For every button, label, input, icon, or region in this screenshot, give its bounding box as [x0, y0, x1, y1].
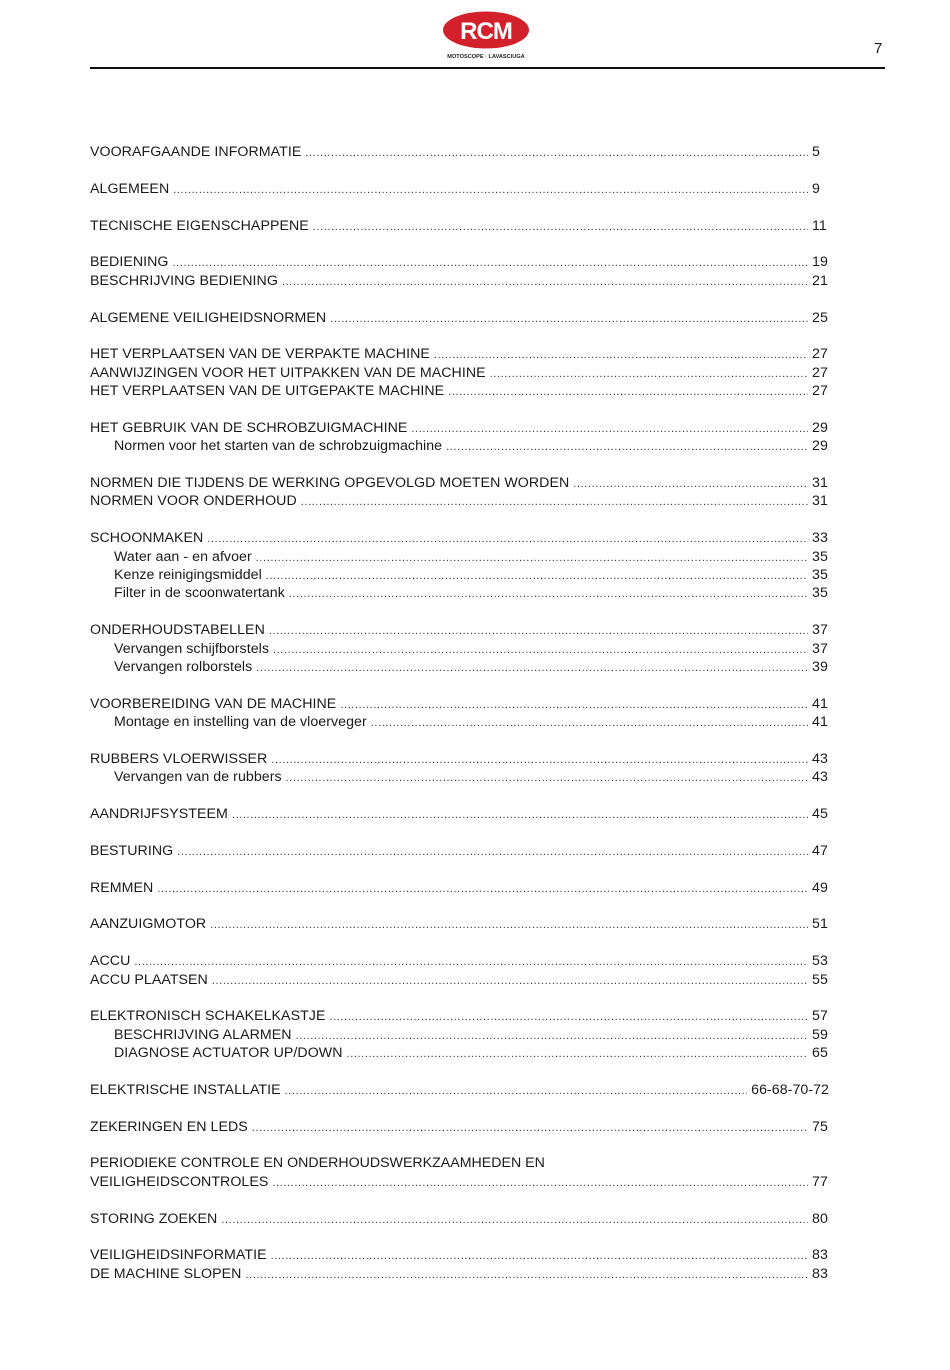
toc-entry[interactable] — [90, 492, 829, 510]
toc-entry-title: REMMEN — [90, 879, 154, 896]
toc-entry-page: 41 — [812, 714, 828, 731]
toc-entry-page: 27 — [812, 364, 828, 381]
toc-entry-title: NORMEN VOOR ONDERHOUD — [90, 493, 297, 510]
toc-group — [90, 621, 829, 676]
toc-subentry[interactable] — [90, 1044, 829, 1062]
dot-leader — [157, 880, 808, 898]
toc-entry-title: SCHOONMAKEN — [90, 530, 204, 547]
toc-subentry[interactable] — [90, 713, 829, 731]
toc-entry-title: Vervangen rolborstels — [114, 658, 253, 675]
toc-entry-title: Vervangen van de rubbers — [114, 769, 282, 786]
toc-entry-page: 59 — [812, 1026, 828, 1043]
toc-entry-title: BESCHRIJVING ALARMEN — [114, 1026, 292, 1043]
toc-group — [90, 345, 829, 400]
toc-entry[interactable] — [90, 474, 829, 492]
toc-entry-page: 37 — [812, 622, 828, 639]
toc-entry-title: VOORBEREIDING VAN DE MACHINE — [90, 695, 337, 712]
dot-leader — [212, 972, 808, 990]
dot-leader — [232, 806, 808, 824]
dot-leader — [282, 273, 808, 291]
toc-group — [90, 419, 829, 456]
toc-entry-title: HET GEBRUIK VAN DE SCHROBZUIGMACHINE — [90, 419, 408, 436]
toc-entry[interactable] — [90, 309, 829, 327]
dot-leader — [347, 1045, 808, 1063]
toc-entry-page: 31 — [812, 475, 828, 492]
toc-entry-page: 29 — [812, 438, 828, 455]
toc-entry-page: 51 — [812, 916, 828, 933]
toc-entry[interactable] — [90, 253, 829, 271]
toc-entry-page: 29 — [812, 419, 828, 436]
toc-entry-page: 49 — [812, 879, 828, 896]
toc-entry-title: TECNISCHE EIGENSCHAPPENE — [90, 217, 309, 234]
toc-entry-title: NORMEN DIE TIJDENS DE WERKING OPGEVOLGD MOETEN WORDEN — [90, 475, 570, 492]
toc-entry[interactable] — [90, 695, 829, 713]
toc-entry-title: Kenze reinigingsmiddel — [114, 566, 262, 583]
toc-entry-title: HET VERPLAATSEN VAN DE VERPAKTE MACHINE — [90, 346, 430, 363]
table-of-contents — [90, 143, 829, 1302]
dot-leader — [446, 438, 808, 456]
toc-entry-title: VEILIGHEIDSCONTROLES — [90, 1173, 269, 1190]
toc-entry[interactable] — [90, 971, 829, 989]
toc-group — [90, 1118, 829, 1136]
toc-group — [90, 253, 829, 290]
page-number: 7 — [874, 40, 883, 57]
toc-entry[interactable] — [90, 345, 829, 363]
dot-leader — [411, 420, 808, 438]
dot-leader — [134, 953, 808, 971]
toc-group — [90, 1246, 829, 1283]
toc-subentry[interactable] — [90, 1026, 829, 1044]
toc-entry-page: 9 — [812, 180, 820, 197]
toc-entry-title: HET VERPLAATSEN VAN DE UITGEPAKTE MACHINE — [90, 383, 445, 400]
toc-entry-page: 19 — [812, 254, 828, 271]
toc-entry-title: RUBBERS VLOERWISSER — [90, 750, 268, 767]
dot-leader — [177, 843, 808, 861]
dot-leader — [285, 1082, 748, 1100]
toc-entry[interactable] — [90, 1210, 829, 1228]
toc-entry-page: 43 — [812, 750, 828, 767]
toc-group — [90, 750, 829, 787]
toc-entry-page: 75 — [812, 1118, 828, 1135]
toc-entry[interactable] — [90, 1173, 829, 1191]
dot-leader — [271, 751, 808, 769]
toc-entry-title: ELEKTRISCHE INSTALLATIE — [90, 1081, 281, 1098]
toc-entry-page: 77 — [812, 1173, 828, 1190]
dot-leader — [207, 530, 808, 548]
dot-leader — [313, 218, 808, 236]
toc-entry-page: 80 — [812, 1210, 828, 1227]
dot-leader — [271, 1247, 808, 1265]
toc-entry-page: 21 — [812, 272, 828, 289]
toc-entry[interactable] — [90, 217, 829, 235]
toc-entry-page: 45 — [812, 806, 828, 823]
brand-logo — [441, 10, 531, 62]
toc-entry-page: 27 — [812, 383, 828, 400]
toc-group — [90, 1007, 829, 1062]
toc-entry-title: DIAGNOSE ACTUATOR UP/DOWN — [114, 1045, 343, 1062]
toc-entry-page: 83 — [812, 1247, 828, 1264]
toc-entry[interactable] — [90, 621, 829, 639]
toc-group — [90, 529, 829, 603]
toc-entry[interactable] — [90, 272, 829, 290]
dot-leader — [286, 769, 808, 787]
toc-group — [90, 1154, 829, 1191]
toc-entry[interactable] — [90, 805, 829, 823]
dot-leader — [448, 383, 808, 401]
logo-tagline: MOTOSCOPE · LAVASCIUGA — [447, 54, 525, 60]
toc-entry-title: Filter in de scoonwatertank — [114, 585, 285, 602]
toc-entry-page: 11 — [812, 217, 827, 234]
header-divider — [90, 67, 885, 69]
dot-leader — [173, 181, 808, 199]
toc-subentry[interactable] — [90, 584, 829, 602]
toc-group — [90, 474, 829, 511]
toc-entry-page: 27 — [812, 346, 828, 363]
toc-entry-page: 53 — [812, 953, 828, 970]
dot-leader — [305, 144, 808, 162]
toc-entry[interactable] — [90, 1118, 829, 1136]
toc-entry-page: 25 — [812, 309, 828, 326]
dot-leader — [266, 567, 808, 585]
toc-entry-title: ZEKERINGEN EN LEDS — [90, 1118, 248, 1135]
toc-entry-page: 35 — [812, 566, 828, 583]
toc-entry[interactable] — [90, 382, 829, 400]
toc-group — [90, 143, 829, 161]
toc-group — [90, 180, 829, 198]
toc-entry-title: AANWIJZINGEN VOOR HET UITPAKKEN VAN DE MACHINE — [90, 364, 486, 381]
toc-entry-page: 41 — [812, 695, 828, 712]
toc-entry[interactable] — [90, 842, 829, 860]
toc-entry-page: 37 — [812, 640, 828, 657]
toc-group — [90, 879, 829, 897]
dot-leader — [340, 696, 808, 714]
toc-group — [90, 952, 829, 989]
toc-entry[interactable] — [90, 180, 829, 198]
toc-entry-page: 33 — [812, 530, 828, 547]
dot-leader — [245, 1266, 808, 1284]
dot-leader — [221, 1211, 808, 1229]
toc-group — [90, 842, 829, 860]
toc-entry-title: Water aan - en afvoer — [114, 548, 252, 565]
dot-leader — [173, 254, 809, 272]
toc-entry-title: Montage en instelling van de vloerveger — [114, 714, 367, 731]
toc-entry-title: BESTURING — [90, 842, 174, 859]
toc-entry-title: ACCU PLAATSEN — [90, 971, 208, 988]
toc-entry[interactable] — [90, 1081, 829, 1099]
toc-entry-title: ONDERHOUDSTABELLEN — [90, 622, 265, 639]
dot-leader — [371, 714, 808, 732]
toc-entry[interactable] — [90, 529, 829, 547]
dot-leader — [269, 622, 808, 640]
toc-group — [90, 915, 829, 933]
toc-entry-title: Vervangen schijfborstels — [114, 640, 269, 657]
toc-entry[interactable] — [90, 879, 829, 897]
dot-leader — [301, 493, 808, 511]
toc-entry-page: 57 — [812, 1008, 828, 1025]
toc-entry-page: 65 — [812, 1045, 828, 1062]
toc-subentry[interactable] — [90, 437, 829, 455]
dot-leader — [256, 659, 808, 677]
toc-entry-page: 47 — [812, 842, 828, 859]
dot-leader — [330, 310, 808, 328]
toc-group — [90, 695, 829, 732]
toc-entry-title: DE MACHINE SLOPEN — [90, 1265, 242, 1282]
toc-entry[interactable] — [90, 364, 829, 382]
toc-entry-page: 66-68-70-72 — [751, 1081, 829, 1098]
dot-leader — [256, 549, 808, 567]
toc-entry-page: 35 — [812, 548, 828, 565]
logo-wordmark: RCM — [460, 18, 512, 45]
toc-entry-title-first-line: PERIODIEKE CONTROLE EN ONDERHOUDSWERKZAAMHEDEN EN — [90, 1155, 545, 1172]
dot-leader — [434, 346, 808, 364]
toc-entry[interactable] — [90, 915, 829, 933]
toc-entry-page: 31 — [812, 493, 828, 510]
toc-entry-title: VEILIGHEIDSINFORMATIE — [90, 1247, 267, 1264]
dot-leader — [490, 365, 808, 383]
toc-entry-title: BEDIENING — [90, 254, 169, 271]
toc-entry-title: AANZUIGMOTOR — [90, 916, 207, 933]
dot-leader — [273, 641, 808, 659]
toc-subentry[interactable] — [90, 566, 829, 584]
toc-entry-title: BESCHRIJVING BEDIENING — [90, 272, 278, 289]
dot-leader — [296, 1027, 808, 1045]
toc-subentry[interactable] — [90, 548, 829, 566]
toc-entry[interactable] — [90, 952, 829, 970]
toc-entry-title: STORING ZOEKEN — [90, 1210, 218, 1227]
toc-subentry[interactable] — [90, 640, 829, 658]
toc-entry[interactable] — [90, 750, 829, 768]
toc-entry-page: 39 — [812, 658, 828, 675]
toc-entry-page: 55 — [812, 971, 828, 988]
toc-entry-title: Normen voor het starten van de schrobzuigmachine — [114, 438, 443, 455]
dot-leader — [210, 916, 808, 934]
toc-group — [90, 1081, 829, 1099]
toc-subentry[interactable] — [90, 658, 829, 676]
toc-entry-title: ELEKTRONISCH SCHAKELKASTJE — [90, 1008, 326, 1025]
toc-entry-page: 43 — [812, 769, 828, 786]
toc-entry-title: ALGEMENE VEILIGHEIDSNORMEN — [90, 309, 327, 326]
dot-leader — [573, 475, 808, 493]
toc-entry-title: ACCU — [90, 953, 131, 970]
toc-entry[interactable] — [90, 419, 829, 437]
toc-entry-title: AANDRIJFSYSTEEM — [90, 806, 228, 823]
toc-entry[interactable] — [90, 143, 829, 161]
dot-leader — [272, 1174, 808, 1192]
toc-entry-title: ALGEMEEN — [90, 180, 170, 197]
toc-entry[interactable] — [90, 1246, 829, 1264]
toc-entry-page: 83 — [812, 1265, 828, 1282]
dot-leader — [289, 585, 808, 603]
toc-group — [90, 1210, 829, 1228]
toc-entry[interactable] — [90, 1265, 829, 1283]
toc-entry-title: VOORAFGAANDE INFORMATIE — [90, 144, 302, 160]
toc-subentry[interactable] — [90, 768, 829, 786]
dot-leader — [329, 1008, 808, 1026]
dot-leader — [252, 1119, 808, 1137]
toc-group — [90, 217, 829, 235]
toc-group — [90, 309, 829, 327]
toc-entry[interactable] — [90, 1007, 829, 1025]
toc-entry-page: 35 — [812, 585, 828, 602]
toc-group — [90, 805, 829, 823]
toc-entry-page: 5 — [812, 144, 820, 160]
